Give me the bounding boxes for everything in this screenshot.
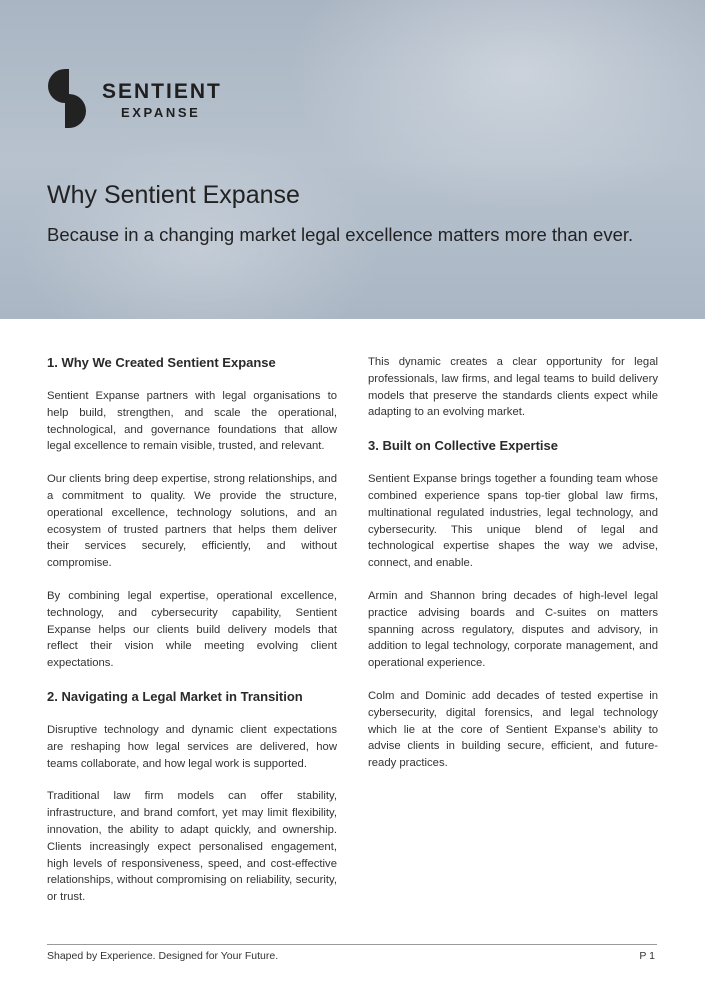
paragraph: Traditional law firm models can offer stability, infrastructure, and brand comfort, yet may limit flexibility, innovation, the ability to adapt quickly, and ownership. Clients increasingly expect personalised engagement, high levels of responsiveness, speed, and cost-effective relationships, without compromising on reliability, security, or trust. xyxy=(47,790,337,904)
brand-name: SENTIENT xyxy=(102,80,222,103)
paragraph: This dynamic creates a clear opportunity for legal professionals, law firms, and legal teams to build delivery models that preserve the standards clients expect while adapting to an evolving market. xyxy=(368,356,658,419)
paragraph: Sentient Expanse brings together a founding team whose combined experience spans top-tier global law firms, multinational regulated industries, legal technology, and cybersecurity. This unique blend of legal and technological expertise shapes the way we advise, connect, and enable. xyxy=(368,473,658,570)
page-subtitle: Because in a changing market legal excellence matters more than ever. xyxy=(47,224,634,245)
paragraph: Sentient Expanse partners with legal organisations to help build, strengthen, and scale the operational, technological, and governance foundations that allow legal excellence to remain visible, trusted, and relevant. xyxy=(47,390,337,453)
brand-logo xyxy=(47,69,247,129)
footer-tagline: Shaped by Experience. Designed for Your Future. xyxy=(47,950,279,962)
paragraph: By combining legal expertise, operational excellence, technology, and cybersecurity capability, Sentient Expanse helps our clients build delivery models that reflect their vision while meeting evolving client expectations. xyxy=(47,589,337,670)
section-heading: 3. Built on Collective Expertise xyxy=(368,438,558,454)
page-title: Why Sentient Expanse xyxy=(47,181,300,209)
section-heading: 1. Why We Created Sentient Expanse xyxy=(47,355,276,370)
page-number: P 1 xyxy=(639,950,655,962)
hero-banner xyxy=(0,0,705,319)
section-heading: 2. Navigating a Legal Market in Transition xyxy=(47,688,303,704)
left-column xyxy=(47,354,337,922)
right-column xyxy=(368,354,658,788)
paragraph: Our clients bring deep expertise, strong relationships, and a commitment to quality. We provide the structure, operational excellence, technology solutions, and an ecosystem of trusted partners that helps them deliver their services securely, efficiently, and without compromise. xyxy=(47,473,337,570)
logo-mark-icon xyxy=(47,69,91,129)
brand-sub: EXPANSE xyxy=(121,105,201,120)
paragraph: Colm and Dominic add decades of tested expertise in cybersecurity, digital forensics, and legal technology which lie at the core of Sentient Expanse’s ability to advise clients in building secure, efficient, and future-ready practices. xyxy=(368,689,658,770)
paragraph: Disruptive technology and dynamic client expectations are reshaping how legal services are delivered, how teams collaborate, and how legal work is supported. xyxy=(47,723,337,770)
paragraph: Armin and Shannon bring decades of high-level legal practice advising boards and C-suites on matters spanning across regulatory, disputes and advisory, in addition to legal technology, corporate management, and operational experience. xyxy=(368,589,658,670)
footer-divider xyxy=(47,944,657,945)
